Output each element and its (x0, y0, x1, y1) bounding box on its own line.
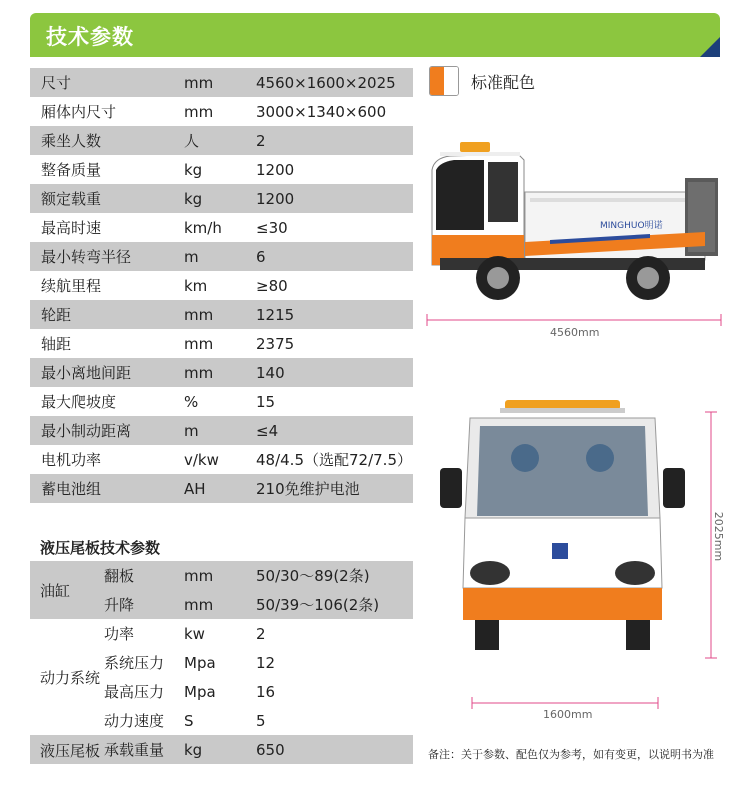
hydraulic-row (30, 561, 413, 590)
hydraulic-value: 2 (256, 624, 266, 643)
spec-row (30, 68, 413, 97)
hydraulic-value: 16 (256, 682, 276, 701)
spec-unit: mm (184, 363, 214, 382)
spec-name: 厢体内尺寸 (41, 103, 117, 121)
spec-unit: kg (184, 160, 203, 179)
spec-unit: AH (184, 479, 206, 498)
hydraulic-group-label: 油缸 (40, 582, 71, 600)
hydraulic-name: 最高压力 (104, 683, 165, 701)
hydraulic-name: 翻板 (104, 567, 135, 585)
spec-row (30, 445, 413, 474)
spec-name: 最小制动距离 (41, 422, 132, 440)
hydraulic-value: 650 (256, 740, 285, 759)
hydraulic-unit: mm (184, 595, 214, 614)
color-option (429, 66, 535, 96)
hydraulic-group (30, 735, 413, 764)
spec-table (30, 68, 413, 503)
length-label: 4560mm (550, 326, 600, 339)
hydraulic-value: 50/30〜89(2条) (256, 567, 370, 585)
spec-value: ≤4 (256, 421, 279, 440)
spec-row (30, 184, 413, 213)
hydraulic-group (30, 561, 413, 619)
spec-value: 6 (256, 247, 266, 266)
spec-row (30, 329, 413, 358)
spec-row (30, 300, 413, 329)
height-label: 2025mm (712, 511, 726, 562)
hydraulic-name: 升降 (104, 596, 135, 614)
swatch-white (444, 67, 458, 95)
hydraulic-unit: Mpa (184, 682, 216, 701)
spec-value: 210免维护电池 (256, 480, 360, 498)
spec-unit: v/kw (184, 450, 219, 469)
hydraulic-name: 系统压力 (104, 654, 165, 672)
hydraulic-name: 动力速度 (104, 712, 165, 730)
section-header (30, 13, 720, 57)
truck-side-view (420, 130, 730, 330)
spec-row (30, 126, 413, 155)
spec-value: 1200 (256, 160, 295, 179)
hydraulic-table (30, 561, 413, 764)
spec-name: 续航里程 (41, 277, 102, 295)
truck-front-view (430, 398, 695, 663)
spec-name: 最小转弯半径 (41, 248, 132, 266)
spec-value: 48/4.5（选配72/7.5） (256, 451, 412, 469)
spec-unit: 人 (184, 132, 200, 150)
swatch-orange (430, 67, 444, 95)
width-label: 1600mm (543, 708, 593, 721)
hydraulic-row (30, 706, 413, 735)
spec-value: 1215 (256, 305, 295, 324)
spec-name: 额定载重 (41, 190, 102, 208)
spec-unit: kg (184, 189, 203, 208)
spec-value: 2 (256, 131, 266, 150)
hydraulic-title: 液压尾板技术参数 (40, 539, 161, 557)
brand-logo-text: MINGHUO明诺 (600, 221, 663, 231)
header-corner-accent (700, 37, 720, 57)
spec-unit: mm (184, 305, 214, 324)
spec-row (30, 97, 413, 126)
spec-unit: m (184, 247, 199, 266)
hydraulic-unit: S (184, 711, 194, 730)
color-swatch (429, 66, 459, 96)
spec-name: 蓄电池组 (41, 480, 102, 498)
spec-name: 轴距 (41, 335, 72, 353)
hydraulic-row (30, 619, 413, 648)
hydraulic-name: 承载重量 (104, 741, 165, 759)
hydraulic-row (30, 590, 413, 619)
spec-name: 最大爬坡度 (41, 393, 117, 411)
spec-value: ≥80 (256, 276, 288, 295)
hydraulic-group (30, 619, 413, 735)
spec-name: 电机功率 (41, 451, 102, 469)
spec-name: 最高时速 (41, 219, 102, 237)
spec-value: 2375 (256, 334, 295, 353)
hydraulic-name: 功率 (104, 625, 135, 643)
section-title: 技术参数 (46, 25, 134, 49)
spec-value: 140 (256, 363, 285, 382)
spec-row (30, 474, 413, 503)
spec-value: 4560×1600×2025 (256, 73, 396, 92)
spec-unit: mm (184, 73, 214, 92)
spec-unit: m (184, 421, 199, 440)
spec-name: 乘坐人数 (41, 132, 102, 150)
spec-unit: mm (184, 102, 214, 121)
spec-unit: km/h (184, 218, 222, 237)
hydraulic-unit: mm (184, 566, 214, 585)
hydraulic-value: 12 (256, 653, 276, 672)
spec-row (30, 387, 413, 416)
spec-unit: mm (184, 334, 214, 353)
spec-value: 15 (256, 392, 276, 411)
spec-row (30, 358, 413, 387)
hydraulic-unit: Mpa (184, 653, 216, 672)
color-label: 标准配色 (471, 72, 536, 92)
hydraulic-group-label: 液压尾板 (40, 741, 101, 760)
spec-value: ≤30 (256, 218, 288, 237)
spec-row (30, 416, 413, 445)
hydraulic-value: 5 (256, 711, 266, 730)
spec-name: 尺寸 (41, 74, 72, 92)
hydraulic-unit: kg (184, 740, 203, 759)
spec-row (30, 155, 413, 184)
spec-unit: km (184, 276, 208, 295)
spec-name: 整备质量 (41, 161, 102, 179)
hydraulic-group-label: 动力系统 (40, 669, 101, 687)
spec-row (30, 271, 413, 300)
spec-name: 轮距 (41, 306, 72, 324)
spec-row (30, 242, 413, 271)
footnote: 备注：关于参数、配色仅为参考，如有变更，以说明书为准 (428, 748, 714, 761)
hydraulic-value: 50/39〜106(2条) (256, 596, 380, 614)
spec-row (30, 213, 413, 242)
spec-name: 最小离地间距 (41, 364, 132, 382)
hydraulic-unit: kw (184, 624, 205, 643)
spec-value: 3000×1340×600 (256, 102, 387, 121)
spec-unit: % (184, 392, 199, 411)
spec-value: 1200 (256, 189, 295, 208)
length-dimension-line (425, 313, 725, 327)
